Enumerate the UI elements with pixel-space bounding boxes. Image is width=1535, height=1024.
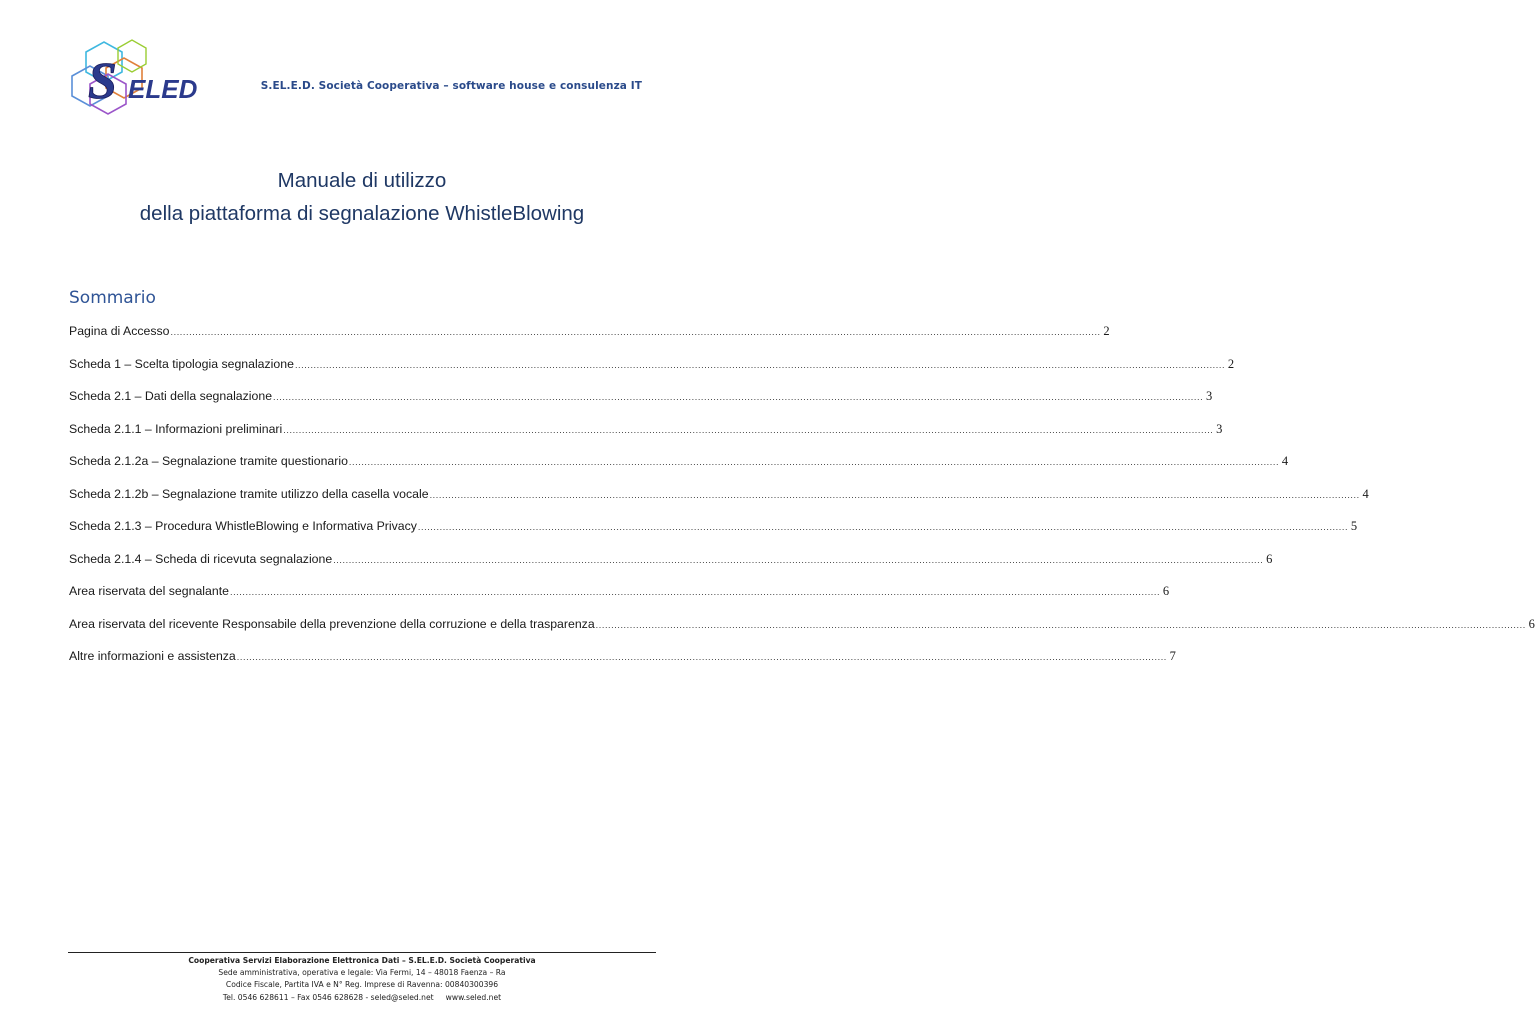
toc-entry-page: 2 (1103, 324, 1110, 338)
toc-leader-dots: ............................................................................................................................................................................................................................................................................................................ (294, 359, 1226, 370)
table-of-contents (69, 324, 1535, 682)
toc-entry-page: 3 (1216, 421, 1223, 436)
toc-entry-page: 6 (1528, 616, 1535, 631)
toc-entry-page: 6 (1266, 551, 1273, 566)
toc-entry-page: 4 (1362, 486, 1369, 501)
toc-entry[interactable] (69, 389, 1213, 422)
toc-entry-label: Scheda 2.1 – Dati della segnalazione (69, 389, 273, 403)
toc-leader-dots: ............................................................................................................................................................................................................................................................................................................ (283, 424, 1214, 435)
toc-entry-page: 2 (1227, 356, 1235, 371)
footer-line-1: Cooperativa Servizi Elaborazione Elettronica Dati – S.EL.E.D. Società Cooperativa (188, 956, 536, 965)
toc-leader-dots: ............................................................................................................................................................................................................................................................................................................ (170, 327, 1101, 337)
toc-entry-label: Area riservata del segnalante (69, 584, 229, 598)
toc-entry[interactable] (69, 584, 1170, 617)
toc-entry[interactable] (69, 356, 1235, 390)
toc-leader-dots: ............................................................................................................................................................................................................................................................................................................ (348, 457, 1280, 467)
toc-entry-page: 4 (1281, 454, 1289, 468)
toc-entry-label: Pagina di Accesso (69, 324, 170, 338)
toc-entry[interactable] (69, 324, 1110, 357)
toc-entry-label: Altre informazioni e assistenza (69, 649, 236, 663)
toc-entry[interactable] (69, 454, 1289, 487)
toc-leader-dots: ............................................................................................................................................................................................................................................................................................................ (236, 652, 1167, 662)
toc-entry-page: 6 (1162, 584, 1170, 598)
toc-entry[interactable] (69, 551, 1273, 585)
toc-leader-dots: ............................................................................................................................................................................................................................................................................................................ (417, 522, 1349, 532)
toc-entry-page: 5 (1350, 519, 1358, 533)
logo-s-letter: S (88, 53, 117, 110)
toc-entry-label: Scheda 2.1.2a – Segnalazione tramite questionario (69, 454, 348, 468)
title-line-2: della piattaforma di segnalazione WhistleBlowing (139, 202, 585, 225)
footer-line-3: Codice Fiscale, Partita IVA e N° Reg. Imprese di Ravenna: 00840300396 (225, 980, 499, 990)
toc-entry-label: Scheda 2.1.1 – Informazioni preliminari (69, 421, 283, 436)
toc-entry[interactable] (69, 421, 1223, 455)
footer (0, 955, 724, 1004)
toc-entry-page: 7 (1169, 649, 1176, 663)
footer-line-2: Sede amministrativa, operativa e legale: Via Fermi, 14 – 48018 Faenza – Ra (218, 968, 506, 978)
logo-wordmark: ELED (128, 74, 198, 104)
toc-leader-dots: ............................................................................................................................................................................................................................................................................................................ (429, 489, 1360, 500)
toc-entry[interactable] (69, 616, 1535, 650)
toc-entry[interactable] (69, 519, 1358, 552)
toc-leader-dots: ............................................................................................................................................................................................................................................................................................................ (333, 554, 1264, 565)
toc-leader-dots: ............................................................................................................................................................................................................................................................................................................ (273, 392, 1204, 402)
toc-entry[interactable] (69, 649, 1176, 682)
footer-line-4: Tel. 0546 628611 – Fax 0546 628628 - seled@seled.net www.seled.net (222, 992, 502, 1002)
toc-entry-page: 3 (1205, 389, 1213, 403)
toc-entry-label: Scheda 2.1.4 – Scheda di ricevuta segnalazione (69, 551, 333, 566)
seled-logo (66, 38, 226, 118)
toc-entry-label: Scheda 1 – Scelta tipologia segnalazione (69, 356, 294, 371)
toc-entry[interactable] (69, 486, 1369, 520)
toc-entry-label: Scheda 2.1.3 – Procedura WhistleBlowing e Informativa Privacy (69, 519, 417, 533)
toc-heading: Sommario (69, 288, 156, 308)
footer-divider (68, 952, 656, 953)
toc-leader-dots: ............................................................................................................................................................................................................................................................................................................ (595, 619, 1526, 630)
title-line-1: Manuale di utilizzo (277, 169, 447, 192)
toc-entry-label: Scheda 2.1.2b – Segnalazione tramite utilizzo della casella vocale (69, 486, 429, 501)
toc-leader-dots: ............................................................................................................................................................................................................................................................................................................ (229, 587, 1161, 597)
toc-entry-label: Area riservata del ricevente Responsabile della prevenzione della corruzione e della trasparenza (69, 616, 595, 631)
document-title (0, 164, 724, 230)
header-company-name: S.EL.E.D. Società Cooperativa – software house e consulenza IT (260, 80, 642, 92)
